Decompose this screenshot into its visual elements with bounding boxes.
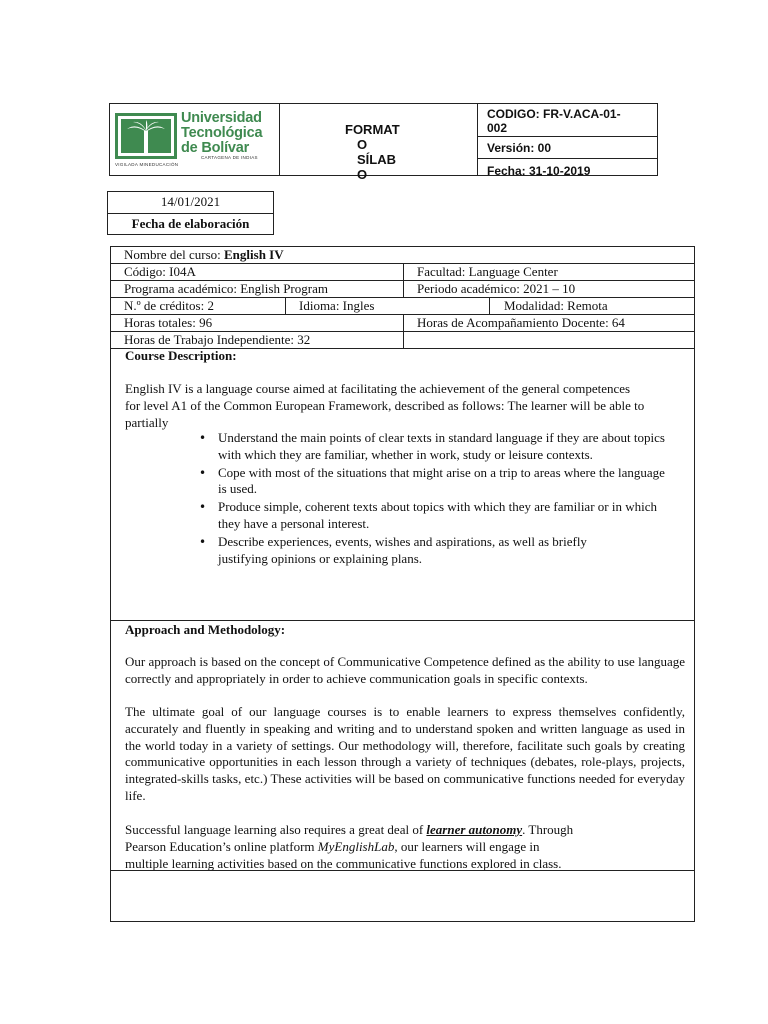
course-credits: N.º de créditos: 2 [124,298,214,313]
logo-word-3: de Bolívar [181,140,250,156]
course-independent-hours: Horas de Trabajo Independiente: 32 [124,332,311,347]
university-logo [115,111,280,166]
course-description-intro: English IV is a language course aimed at facilitating the achievement of the general competences for level A1 of the Common European Framework, described as follows: The learner will be able to partially [125,381,645,430]
logo-word-2: Tecnológica [181,125,263,141]
code-text: CODIGO: FR-V.ACA-01- [487,107,621,121]
learner-autonomy-emphasis: learner autonomy [426,822,523,837]
course-total-hours: Horas totales: 96 [124,315,213,330]
text-span: Pearson Education’s online platform [125,838,318,854]
course-description-section [110,347,695,621]
course-teacher-hours: Horas de Acompañamiento Docente: 64 [403,315,694,331]
title-line-2: O [357,137,368,152]
course-name-cell [111,247,694,263]
title-line-3: SÍLAB [357,152,396,167]
table-row [111,315,694,332]
elaboration-date-label: Fecha de elaboración [107,214,274,235]
methodology-section [110,620,695,871]
list-item: • Cope with most of the situations that might arise on a trip to areas where the language is used. [199,465,669,499]
code-text-cont: 002 [487,121,508,135]
course-faculty: Facultad: Language Center [403,264,694,280]
empty-section [110,870,695,922]
title-line-4: O [357,167,368,182]
list-item: • Describe experiences, events, wishes and aspirations, as well as briefly justifying opinions or explaining plans. [199,534,618,568]
course-name-value: English IV [224,247,284,262]
palm-tree-icon [115,113,177,159]
version-row: Versión: 00 [478,137,657,159]
logo-word-1: Universidad [181,110,262,126]
elaboration-date: 14/01/2021 [107,191,274,214]
competence-list [199,430,669,568]
paragraph-3-line-3: multiple learning activities based on the communicative functions explored in class. [125,855,562,871]
date-row: Fecha: 31-10-2019 [487,164,591,176]
empty-cell [403,332,694,348]
course-period: Periodo académico: 2021 – 10 [403,281,694,297]
table-row [111,298,694,315]
course-program: Programa académico: English Program [124,281,328,296]
logo-tagline: CARTAGENA DE INDIAS [201,155,258,160]
course-name-label: Nombre del curso: [124,247,225,262]
course-language: Idioma: Ingles [285,298,489,314]
course-description-title: Course Description: [125,348,237,363]
methodology-title: Approach and Methodology: [125,622,286,637]
course-info-table [110,246,695,349]
document-title [345,122,425,182]
title-line-1: FORMAT [345,122,400,137]
code-row [478,104,657,137]
table-row [111,264,694,281]
methodology-paragraph-2: The ultimate goal of our language courses is to enable learners to express themselves confidently, accurately and fluently in speaking and writing and to understand spoken and written language as used in the world today in a variety of settings. Our methodology will, therefore, facilitate such goals by creating communicative opportunities in each lesson through a variety of techniques (debates, role-plays, projects, integrated-skills tasks, etc.) These activities will be based on communicative functions needed for everyday life. [125,704,685,803]
logo-subtext: VIGILADA MINEDUCACIÓN [115,162,179,167]
paragraph-3-line-2 [125,839,685,856]
text-span: Successful language learning also requires a great deal of [125,822,427,837]
document-meta [478,103,658,176]
methodology-paragraph-1: Our approach is based on the concept of Communicative Competence defined as the ability to use language correctly and appropriately in order to achieve communication goals in specific contexts. [125,654,685,686]
text-span: . Through [522,822,574,837]
table-row [111,281,694,298]
list-item: • Understand the main points of clear texts in standard language if they are about topics with which they are familiar, whether in work, study or leisure contexts. [199,430,669,464]
platform-name: MyEnglishLab [317,838,395,854]
paragraph-3-line-1 [125,822,685,839]
course-code: Código: I04A [124,264,196,279]
table-row [111,247,694,264]
text-span: , our learners will engage in [394,838,540,854]
list-item: • Produce simple, coherent texts about topics with which they are familiar or in which they have a personal interest. [199,499,669,533]
course-modality: Modalidad: Remota [489,298,694,314]
methodology-paragraph-3 [125,822,685,872]
